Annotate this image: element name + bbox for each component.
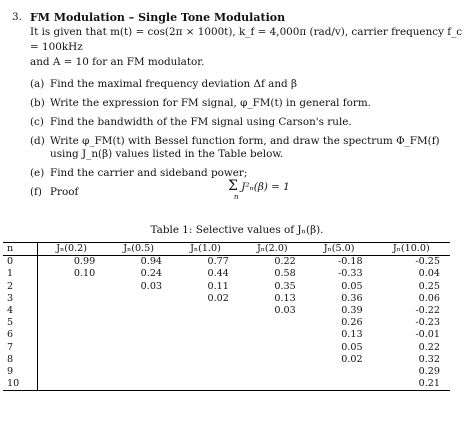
value-cell (105, 329, 172, 341)
value-cell: 0.02 (341, 353, 363, 365)
value-cell: 0.99 (73, 256, 96, 268)
part-text: Find the carrier and sideband power; (50, 167, 248, 179)
summation-symbol: Σ (228, 178, 238, 194)
part-text: Find the maximal frequency deviation Δf and β (50, 78, 297, 90)
value-cell (38, 281, 106, 293)
table-row (3, 378, 450, 391)
part-c (30, 116, 470, 129)
value-cell (38, 366, 106, 378)
value-cell (38, 329, 106, 341)
value-cell: 0.22 (418, 341, 440, 353)
value-cell (38, 354, 106, 366)
table-row (3, 317, 450, 329)
value-cell: 0.02 (207, 292, 229, 304)
value-cell: 0.10 (73, 268, 96, 280)
value-cell (38, 293, 106, 305)
value-cell: -0.01 (415, 329, 440, 341)
row-index-cell: 0 (3, 256, 38, 269)
value-cell (38, 342, 106, 354)
row-index-cell: 6 (3, 329, 38, 341)
problem-title: FM Modulation – Single Tone Modulation (30, 11, 286, 24)
value-cell (38, 317, 106, 329)
value-cell (172, 317, 239, 329)
value-cell (172, 366, 239, 378)
part-b (30, 97, 470, 110)
row-index-cell: 5 (3, 317, 38, 329)
value-cell: -0.33 (337, 268, 363, 280)
bessel-identity-equation (228, 178, 290, 201)
part-label: (f) (30, 186, 42, 198)
value-cell (239, 378, 306, 391)
value-cell: 0.36 (341, 292, 363, 304)
value-cell (38, 305, 106, 317)
value-cell (239, 317, 306, 329)
table-header-row (3, 243, 450, 256)
row-index-cell: 9 (3, 366, 38, 378)
value-cell (38, 378, 106, 391)
part-text: Write the expression for FM signal, φ_FM(t) in general form. (50, 97, 371, 109)
bessel-values-table (3, 242, 450, 391)
part-text: Proof (50, 186, 79, 198)
value-cell (239, 329, 306, 341)
header-cell: Jₙ(0.2) (38, 243, 106, 256)
row-index-cell: 4 (3, 305, 38, 317)
table-row (3, 366, 450, 378)
value-cell: 0.26 (341, 317, 363, 329)
part-label: (c) (30, 116, 44, 128)
header-cell: Jₙ(1.0) (172, 243, 239, 256)
value-cell (105, 317, 172, 329)
part-a (30, 78, 470, 91)
row-index-cell: 1 (3, 268, 38, 280)
part-text: Write φ_FM(t) with Bessel function form, and draw the spectrum Φ_FM(f) using J_n(β) values listed in the Table below. (50, 135, 440, 160)
table-row (3, 268, 450, 280)
value-cell: 0.77 (207, 256, 229, 268)
value-cell: -0.22 (415, 305, 440, 317)
part-label: (e) (30, 167, 45, 179)
table-body (3, 256, 450, 391)
value-cell: 0.06 (418, 292, 440, 304)
table-row (3, 281, 450, 293)
table-row (3, 354, 450, 366)
part-label: (d) (30, 135, 45, 147)
value-cell (105, 366, 172, 378)
part-text: Find the bandwidth of the FM signal using Carson's rule. (50, 116, 352, 128)
header-cell: Jₙ(5.0) (306, 243, 373, 256)
table-row (3, 256, 450, 269)
header-cell: Jₙ(10.0) (373, 243, 450, 256)
value-cell (239, 366, 306, 378)
value-cell: 0.44 (207, 268, 229, 280)
value-cell: 0.35 (274, 280, 296, 292)
value-cell: 0.13 (341, 329, 363, 341)
value-cell: 0.05 (341, 341, 363, 353)
value-cell: -0.18 (337, 256, 363, 268)
value-cell (306, 378, 373, 391)
header-cell: Jₙ(2.0) (239, 243, 306, 256)
part-label: (b) (30, 97, 45, 109)
row-index-cell: 3 (3, 293, 38, 305)
value-cell (172, 354, 239, 366)
problem-intro-line1: It is given that m(t) = cos(2π × 1000t), k_f = 4,000π (rad/v), carrier frequency f_c = 100kHz (30, 26, 463, 53)
value-cell (239, 342, 306, 354)
value-cell: 0.03 (140, 280, 163, 292)
value-cell (105, 354, 172, 366)
value-cell (172, 305, 239, 317)
value-cell (105, 378, 172, 391)
value-cell: 0.25 (418, 280, 440, 292)
value-cell: 0.13 (274, 292, 296, 304)
header-cell: n (3, 243, 38, 256)
value-cell: 0.94 (140, 256, 163, 268)
row-index-cell: 10 (3, 378, 38, 391)
table-row (3, 293, 450, 305)
table-caption: Table 1: Selective values of Jₙ(β). (150, 224, 324, 236)
table-row (3, 305, 450, 317)
value-cell (172, 329, 239, 341)
table-row (3, 342, 450, 354)
value-cell (172, 342, 239, 354)
value-cell: 0.03 (274, 305, 296, 317)
value-cell: 0.39 (341, 305, 363, 317)
value-cell: 0.05 (341, 280, 363, 292)
value-cell (105, 293, 172, 305)
value-cell: 0.58 (274, 268, 296, 280)
value-cell: 0.29 (418, 365, 440, 377)
header-cell: Jₙ(0.5) (105, 243, 172, 256)
row-index-cell: 2 (3, 281, 38, 293)
problem-intro-line2: and A = 10 for an FM modulator. (30, 56, 205, 68)
value-cell: 0.04 (418, 268, 440, 280)
value-cell: -0.25 (415, 256, 440, 268)
value-cell: 0.22 (274, 256, 296, 268)
part-label: (a) (30, 78, 45, 90)
value-cell: -0.23 (415, 317, 440, 329)
value-cell (105, 305, 172, 317)
row-index-cell: 7 (3, 342, 38, 354)
value-cell (172, 378, 239, 391)
summation-index: n (234, 193, 239, 201)
value-cell: 0.24 (140, 268, 163, 280)
value-cell (306, 366, 373, 378)
equation-body: J²ₙ(β) = 1 (241, 181, 290, 193)
value-cell (105, 342, 172, 354)
problem-block (12, 10, 470, 205)
problem-number: 3. (12, 11, 22, 23)
value-cell: 0.11 (207, 280, 229, 292)
table-row (3, 329, 450, 341)
value-cell (239, 354, 306, 366)
value-cell: 0.32 (418, 353, 440, 365)
part-d (30, 135, 470, 161)
value-cell: 0.21 (373, 378, 450, 391)
row-index-cell: 8 (3, 354, 38, 366)
